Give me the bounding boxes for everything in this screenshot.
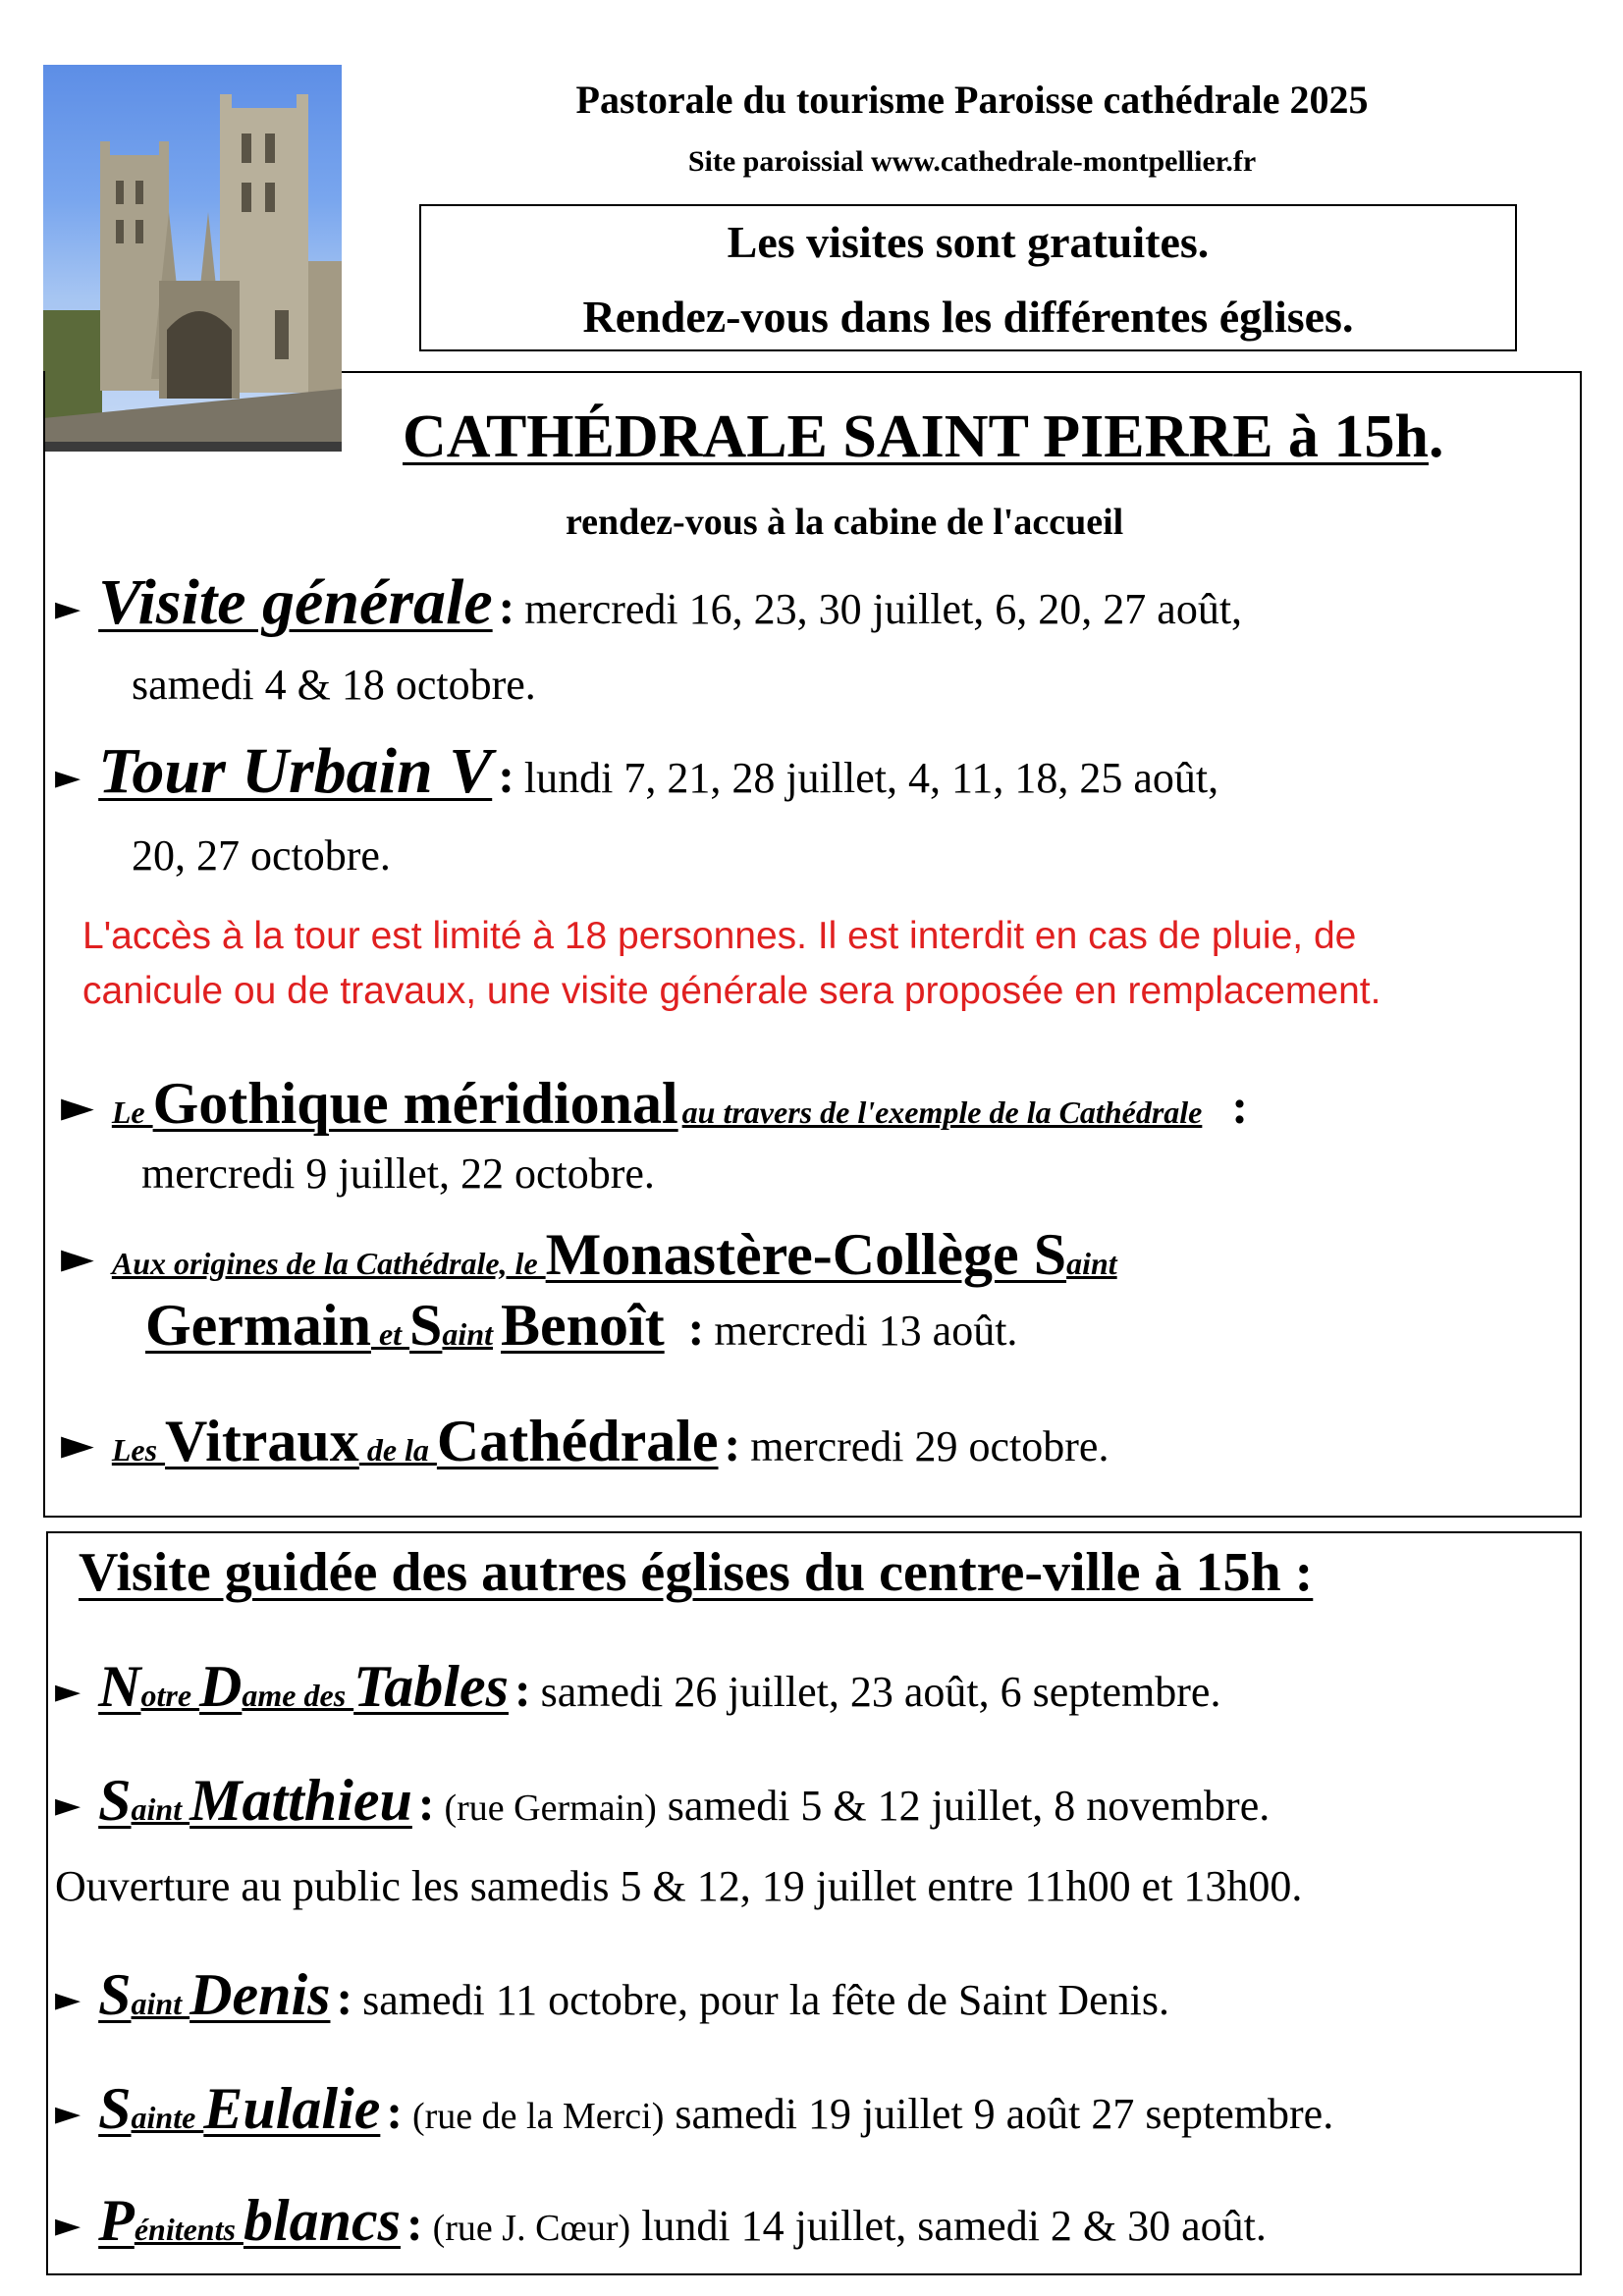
tour-urbain-name: Tour Urbain V [98, 735, 493, 807]
warning-line-2: canicule ou de travaux, une visite générale sera proposée en remplacement. [82, 970, 1381, 1012]
warning-line-1: L'accès à la tour est limité à 18 personnes. Il est interdit en cas de pluie, de [82, 915, 1357, 957]
matthieu-street: (rue Germain) [444, 1788, 657, 1829]
penitents-name: blancs [243, 2188, 401, 2253]
gothique-name: Gothique méridional [152, 1071, 678, 1136]
bullet-icon: ► [55, 758, 81, 797]
visite-generale-row: ► Visite générale : mercredi 16, 23, 30 juillet, 6, 20, 27 août, [55, 566, 1243, 638]
header-title: Pastorale du tourisme Paroisse cathédrale 2025 [575, 78, 1369, 122]
vitraux-name: Vitraux [165, 1409, 359, 1473]
visite-generale-dates: mercredi 16, 23, 30 juillet, 6, 20, 27 août, [524, 585, 1243, 633]
notice-line-1: Les visites sont gratuites. [727, 217, 1210, 267]
penitents-street: (rue J. Cœur) [432, 2208, 631, 2249]
notice-line-2: Rendez-vous dans les différentes églises. [582, 292, 1354, 342]
germain-name: Germain [145, 1293, 371, 1358]
tour-urbain-dates-2: 20, 27 octobre. [132, 831, 391, 880]
tables-name: Tables [353, 1654, 509, 1719]
notre-dame-dates: samedi 26 juillet, 23 août, 6 septembre. [540, 1668, 1221, 1716]
vitraux-dates: mercredi 29 octobre. [750, 1422, 1109, 1470]
bullet-icon: ► [55, 589, 81, 628]
eulalie-name: Eulalie [203, 2076, 381, 2141]
visite-generale-dates-2: samedi 4 & 18 octobre. [132, 661, 536, 709]
matthieu-row: ► Saint Matthieu : (rue Germain) samedi 5 & 12 juillet, 8 novembre. [55, 1768, 1271, 1833]
matthieu-opening: Ouverture au public les samedis 5 & 12, 19 juillet entre 11h00 et 13h00. [55, 1862, 1303, 1910]
eulalie-street: (rue de la Merci) [412, 2096, 665, 2137]
cathedral-title: CATHÉDRALE SAINT PIERRE à 15h. [403, 403, 1444, 470]
penitents-dates: lundi 14 juillet, samedi 2 & 30 août. [641, 2202, 1267, 2250]
bullet-icon: ► [55, 1786, 81, 1825]
bullet-icon: ► [55, 1672, 81, 1711]
matthieu-dates: samedi 5 & 12 juillet, 8 novembre. [667, 1782, 1271, 1830]
tour-urbain-row: ► Tour Urbain V : lundi 7, 21, 28 juillet, 4, 11, 18, 25 août, [55, 735, 1219, 807]
bullet-icon: ► [61, 1082, 94, 1132]
vitraux-row: ► Les Vitraux de la Cathédrale : mercredi 29 octobre. [61, 1409, 1109, 1473]
eulalie-row: ► Sainte Eulalie : (rue de la Merci) samedi 19 juillet 9 août 27 septembre. [55, 2076, 1334, 2141]
bullet-icon: ► [55, 2206, 81, 2245]
matthieu-name: Matthieu [189, 1768, 412, 1833]
cathedrale-name: Cathédrale [436, 1409, 719, 1473]
monastere-row: ► Aux origines de la Cathédrale, le Monastère-Collège Saint [61, 1222, 1117, 1287]
penitents-row: ► Pénitents blancs : (rue J. Cœur) lundi 14 juillet, samedi 2 & 30 août. [55, 2188, 1267, 2253]
bullet-icon: ► [61, 1419, 94, 1469]
cathedral-box-top-border [342, 371, 1582, 373]
gothique-row: ► Le Gothique méridional au travers de l'exemple de la Cathédrale : [61, 1071, 1249, 1136]
tour-urbain-dates: lundi 7, 21, 28 juillet, 4, 11, 18, 25 août, [523, 754, 1219, 802]
monastere-name: Monastère-Collège S [545, 1222, 1067, 1287]
cathedral-subtitle: rendez-vous à la cabine de l'accueil [566, 502, 1124, 543]
bullet-icon: ► [55, 2094, 81, 2133]
denis-row: ► Saint Denis : samedi 11 octobre, pour la fête de Saint Denis. [55, 1962, 1170, 2027]
bullet-icon: ► [61, 1233, 94, 1283]
other-churches-title: Visite guidée des autres églises du centre-ville à 15h : [79, 1542, 1314, 1603]
notice-box [419, 204, 1517, 351]
benoit-name: Benoît [501, 1293, 665, 1358]
denis-name: Denis [189, 1962, 331, 2027]
gothique-dates: mercredi 9 juillet, 22 octobre. [141, 1149, 655, 1198]
notre-dame-row: ► Notre Dame des Tables : samedi 26 juillet, 23 août, 6 septembre. [55, 1654, 1221, 1719]
monastere-dates: mercredi 13 août. [714, 1307, 1018, 1355]
visite-generale-name: Visite générale [98, 566, 493, 638]
eulalie-dates: samedi 19 juillet 9 août 27 septembre. [675, 2090, 1334, 2138]
header-site: Site paroissial www.cathedrale-montpellier.fr [687, 145, 1257, 178]
denis-dates: samedi 11 octobre, pour la fête de Saint Denis. [362, 1976, 1170, 2024]
monastere-row-2: Germain et Saint Benoît : mercredi 13 août. [145, 1293, 1018, 1358]
bullet-icon: ► [55, 1980, 81, 2019]
